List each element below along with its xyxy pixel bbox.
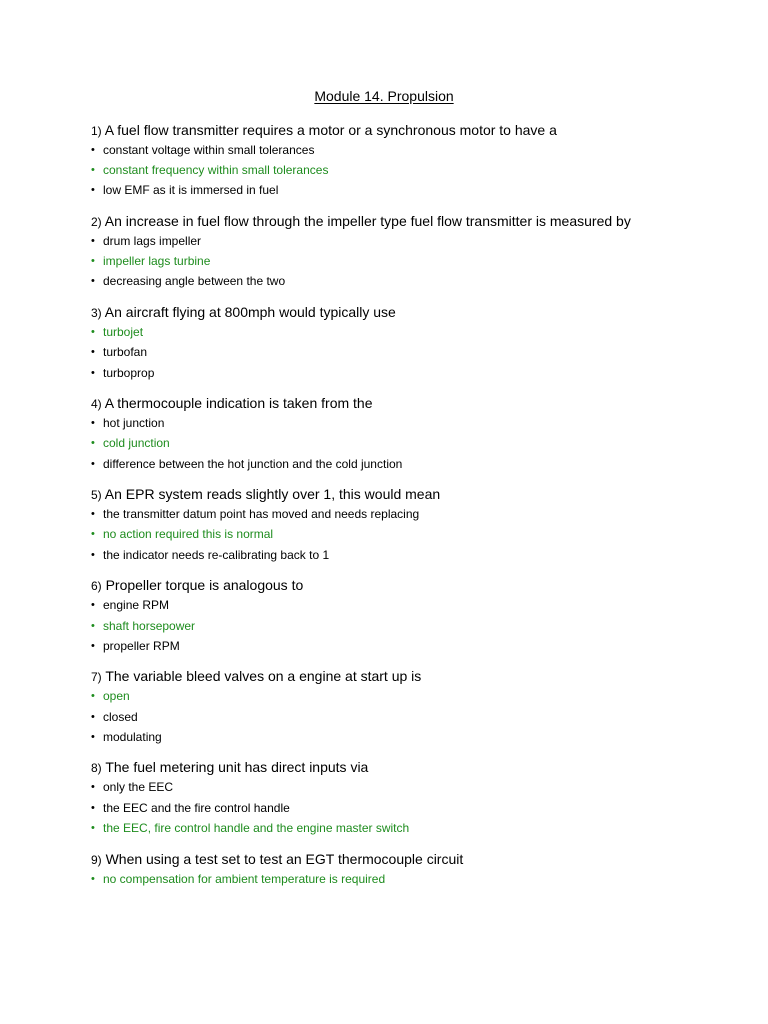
bullet-icon: • [91, 275, 95, 288]
answer-option-text: no action required this is normal [103, 527, 274, 542]
bullet-icon: • [91, 619, 95, 632]
answer-option [91, 798, 731, 818]
answer-option-text: open [103, 689, 130, 704]
answer-option-text: the EEC and the fire control handle [103, 800, 290, 815]
answer-option-correct [91, 322, 731, 342]
answer-option-correct [91, 686, 731, 706]
answer-option-text: drum lags impeller [103, 234, 202, 249]
question-text: The fuel metering unit has direct inputs via [105, 759, 369, 776]
question-heading [91, 394, 731, 413]
bullet-icon: • [91, 710, 95, 723]
bullet-icon: • [91, 690, 95, 703]
question-7 [91, 667, 731, 747]
answer-option-text: closed [103, 709, 138, 724]
answer-option-correct [91, 433, 731, 453]
question-list [91, 121, 731, 900]
answer-option-text: the transmitter datum point has moved and needs replacing [103, 507, 420, 522]
bullet-icon: • [91, 346, 95, 359]
answer-option [91, 636, 731, 656]
question-text: Propeller torque is analogous to [105, 577, 304, 594]
question-heading [91, 576, 731, 595]
answer-option-text: engine RPM [103, 598, 170, 613]
answer-option-text: impeller lags turbine [103, 254, 211, 269]
question-6 [91, 576, 731, 656]
question-heading [91, 485, 731, 504]
answer-option-correct [91, 160, 731, 180]
bullet-icon: • [91, 255, 95, 268]
question-text: When using a test set to test an EGT thermocouple circuit [105, 850, 464, 867]
document-title-text: Module 14. Propulsion [314, 88, 454, 104]
question-number: 5) [91, 488, 102, 503]
question-text: An aircraft flying at 800mph would typically use [104, 304, 396, 321]
question-3 [91, 303, 731, 383]
answer-option-text: decreasing angle between the two [103, 274, 286, 289]
answer-option-text: the EEC, fire control handle and the engine master switch [103, 820, 410, 835]
answer-option [91, 363, 731, 383]
answer-option [91, 504, 731, 524]
bullet-icon: • [91, 801, 95, 814]
answer-option-correct [91, 818, 731, 838]
question-4 [91, 394, 731, 474]
question-1 [91, 121, 731, 201]
bullet-icon: • [91, 599, 95, 612]
bullet-icon: • [91, 457, 95, 470]
bullet-icon: • [91, 639, 95, 652]
question-text: An EPR system reads slightly over 1, this would mean [104, 486, 441, 503]
question-2 [91, 212, 731, 292]
answer-option-text: constant voltage within small tolerances [103, 143, 315, 157]
question-heading [91, 303, 731, 322]
question-number: 3) [91, 306, 102, 321]
answer-option [91, 727, 731, 747]
document-title [0, 87, 768, 105]
bullet-icon: • [91, 366, 95, 379]
question-heading [91, 758, 731, 777]
question-number: 8) [91, 761, 102, 776]
bullet-icon: • [91, 184, 95, 197]
question-9 [91, 850, 731, 889]
question-number: 4) [91, 397, 102, 412]
question-number: 2) [91, 215, 102, 230]
answer-option [91, 342, 731, 362]
answer-option-text: cold junction [103, 436, 170, 451]
answer-option-text: modulating [103, 729, 162, 744]
answer-option-text: difference between the hot junction and the cold junction [103, 456, 403, 471]
question-heading [91, 850, 731, 869]
question-number: 6) [91, 579, 102, 594]
question-number: 9) [91, 852, 102, 867]
answer-option-text: turbofan [103, 345, 148, 360]
answer-option [91, 777, 731, 797]
answer-option-text: turboprop [103, 365, 155, 380]
bullet-icon: • [91, 548, 95, 561]
question-8 [91, 758, 731, 838]
bullet-icon: • [91, 144, 95, 156]
question-number: 7) [91, 670, 102, 685]
answer-option-correct [91, 524, 731, 544]
question-number: 1) [91, 124, 102, 138]
question-text: A fuel flow transmitter requires a motor or a synchronous motor to have a [104, 122, 557, 138]
question-text: The variable bleed valves on a engine at start up is [105, 668, 422, 685]
answer-option-correct [91, 869, 731, 889]
bullet-icon: • [91, 730, 95, 743]
answer-option-text: constant frequency within small tolerances [103, 163, 329, 178]
bullet-icon: • [91, 508, 95, 521]
bullet-icon: • [91, 781, 95, 794]
answer-option-text: shaft horsepower [103, 618, 196, 633]
question-5 [91, 485, 731, 565]
answer-option-text: the indicator needs re-calibrating back to 1 [103, 547, 330, 562]
answer-option [91, 140, 731, 160]
answer-option-text: hot junction [103, 416, 165, 431]
answer-option [91, 413, 731, 433]
answer-option-text: low EMF as it is immersed in fuel [103, 183, 279, 198]
answer-option-text: no compensation for ambient temperature is required [103, 871, 386, 886]
bullet-icon: • [91, 164, 95, 177]
answer-option [91, 454, 731, 474]
bullet-icon: • [91, 821, 95, 834]
question-text: An increase in fuel flow through the impeller type fuel flow transmitter is measured by [104, 213, 631, 230]
bullet-icon: • [91, 872, 95, 885]
answer-option [91, 545, 731, 565]
bullet-icon: • [91, 437, 95, 450]
question-heading [91, 212, 731, 231]
question-heading [91, 121, 731, 140]
bullet-icon: • [91, 417, 95, 430]
answer-option-correct [91, 616, 731, 636]
question-text: A thermocouple indication is taken from the [104, 395, 373, 412]
answer-option-correct [91, 251, 731, 271]
answer-option [91, 707, 731, 727]
answer-option [91, 271, 731, 291]
bullet-icon: • [91, 235, 95, 248]
answer-option-text: propeller RPM [103, 638, 180, 653]
answer-option [91, 231, 731, 251]
bullet-icon: • [91, 528, 95, 541]
bullet-icon: • [91, 326, 95, 339]
answer-option-text: only the EEC [103, 780, 174, 795]
question-heading [91, 667, 731, 686]
answer-option-text: turbojet [103, 325, 144, 340]
answer-option [91, 595, 731, 615]
answer-option [91, 180, 731, 200]
